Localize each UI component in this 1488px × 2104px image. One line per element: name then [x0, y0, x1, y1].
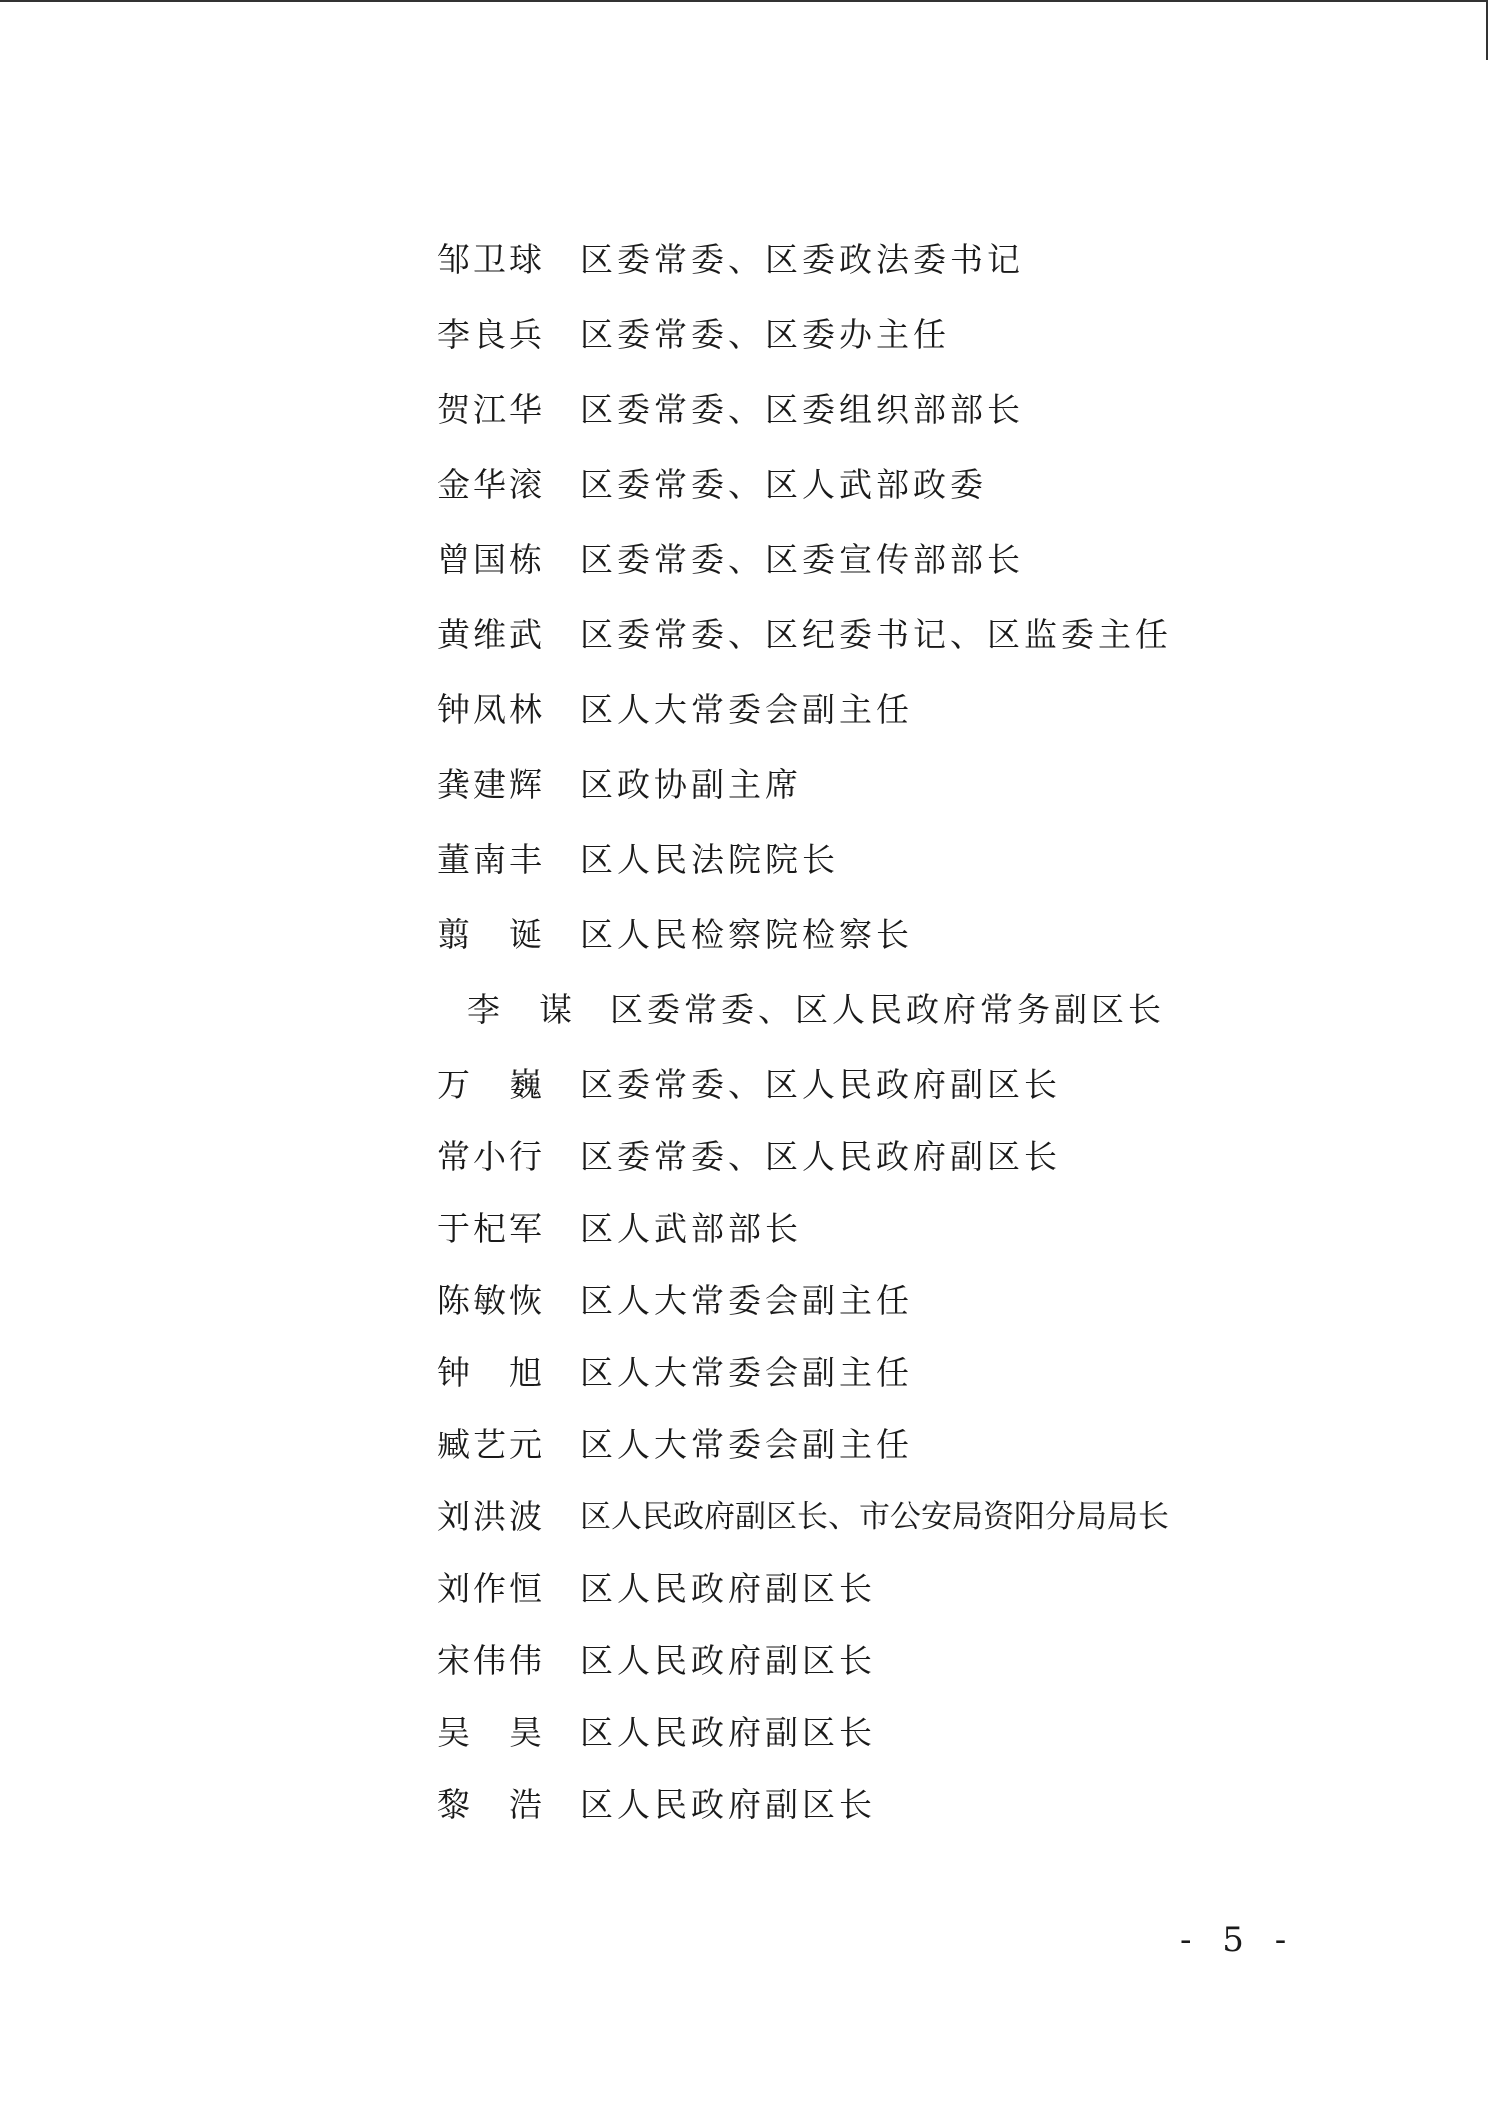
member-title: 区委常委、区人民政府副区长: [580, 1065, 1061, 1104]
member-title: 区人民政府副区长: [580, 1713, 876, 1752]
member-title: 区人大常委会副主任: [580, 1353, 913, 1392]
member-title: 区人民法院院长: [580, 840, 839, 879]
member-name: 龚建辉: [437, 765, 545, 804]
member-name: 曾国栋: [437, 540, 545, 579]
member-name: 陈敏恢: [437, 1281, 545, 1320]
member-name: 钟凤林: [437, 690, 545, 729]
member-title: 区人民政府副区长: [580, 1641, 876, 1680]
member-name: 董南丰: [437, 840, 545, 879]
member-title: 区委常委、区委宣传部部长: [580, 540, 1024, 579]
member-title: 区人大常委会副主任: [580, 1281, 913, 1320]
member-title: 区委常委、区纪委书记、区监委主任: [580, 615, 1172, 654]
member-name: 贺江华: [437, 390, 545, 429]
member-title: 区人民政府副区长: [580, 1569, 876, 1608]
member-title: 区政协副主席: [580, 765, 802, 804]
member-title: 区委常委、区委政法委书记: [580, 240, 1024, 279]
top-border-line: [0, 0, 1488, 2]
member-name: 臧艺元: [437, 1425, 545, 1464]
member-title: 区委常委、区委组织部部长: [580, 390, 1024, 429]
member-title: 区人武部部长: [580, 1209, 802, 1248]
member-name: 翦 诞: [437, 915, 545, 954]
member-title: 区委常委、区人民政府常务副区长: [610, 990, 1165, 1029]
member-name: 李良兵: [437, 315, 545, 354]
member-title: 区人民政府副区长、市公安局资阳分局局长: [580, 1499, 1169, 1535]
page-number: - 5 -: [1180, 1920, 1297, 1960]
member-title: 区人民政府副区长: [580, 1785, 876, 1824]
member-name: 常小行: [437, 1137, 545, 1176]
member-title: 区委常委、区委办主任: [580, 315, 950, 354]
member-name: 黎 浩: [437, 1785, 545, 1824]
member-name: 宋伟伟: [437, 1641, 545, 1680]
member-title: 区委常委、区人武部政委: [580, 465, 987, 504]
member-name: 李 谋: [467, 990, 575, 1029]
member-name: 邹卫球: [437, 240, 545, 279]
member-name: 黄维武: [437, 615, 545, 654]
member-title: 区人大常委会副主任: [580, 690, 913, 729]
member-name: 于杞军: [437, 1209, 545, 1248]
member-name: 刘作恒: [437, 1569, 545, 1608]
member-name: 吴 昊: [437, 1713, 545, 1752]
member-title: 区人民检察院检察长: [580, 915, 913, 954]
member-title: 区人大常委会副主任: [580, 1425, 913, 1464]
member-name: 钟 旭: [437, 1353, 545, 1392]
member-name: 刘洪波: [437, 1497, 545, 1536]
member-name: 金华滚: [437, 465, 545, 504]
member-name: 万 巍: [437, 1065, 545, 1104]
member-title: 区委常委、区人民政府副区长: [580, 1137, 1061, 1176]
